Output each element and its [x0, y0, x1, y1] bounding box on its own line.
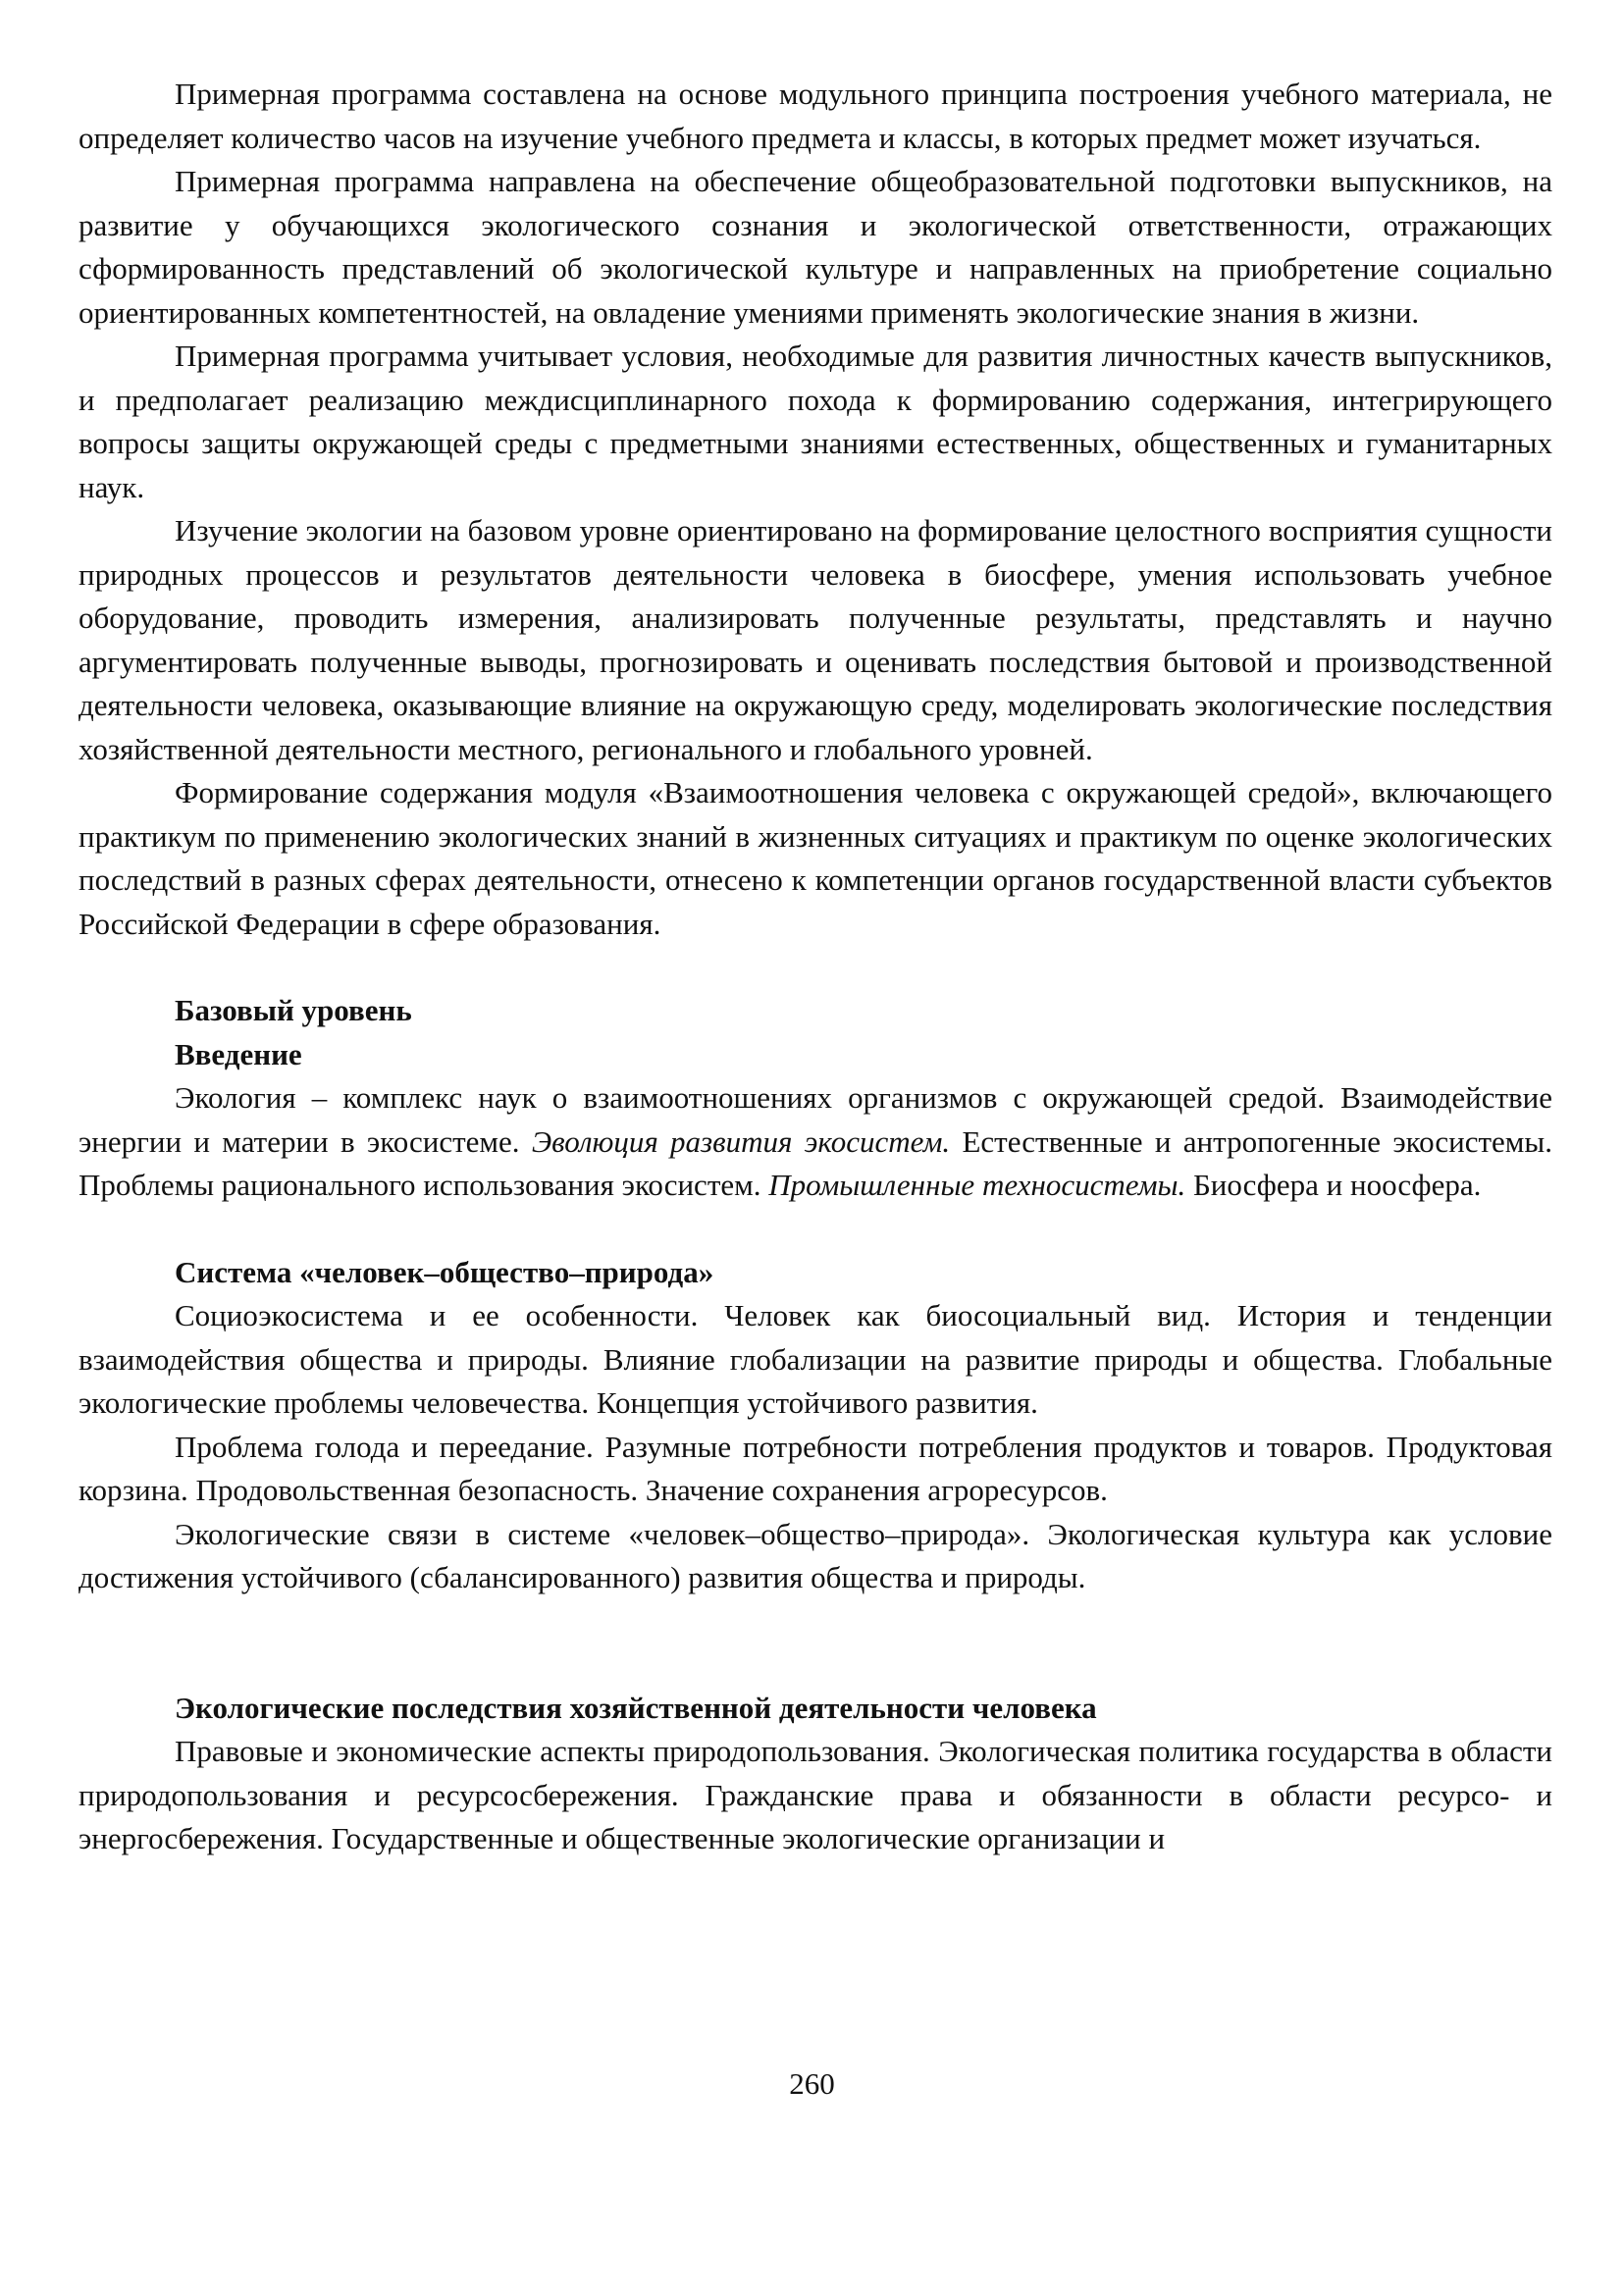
- spacer: [79, 1600, 1552, 1687]
- system-section-heading: Система «человек–общество–природа»: [175, 1254, 714, 1289]
- system-paragraph-1: Социоэкосистема и ее особенности. Человек как биосоциальный вид. История и тенденции взаимодействия общества и природы. Влияние глобализации на развитие природы и общества. Глобальные экологические проблемы человечества. Концепция устойчивого развития.: [79, 1298, 1552, 1420]
- introduction-italic-1: Эволюция развития экосистем.: [531, 1123, 951, 1159]
- page-number: 260: [789, 2066, 835, 2101]
- document-body: [79, 73, 1552, 1861]
- intro-paragraph-5: Формирование содержания модуля «Взаимоотношения человека с окружающей средой», включающего практикум по применению экологических знаний в жизненных ситуациях и практикум по оценке экологических последствий в разных сферах деятельности, отнесено к компетенции органов государственной власти субъектов Российской Федерации в сфере образования.: [79, 775, 1552, 941]
- system-paragraph-3: Экологические связи в системе «человек–общество–природа». Экологическая культура как условие достижения устойчивого (сбалансированного) развития общества и природы.: [79, 1516, 1552, 1594]
- introduction-italic-2: Промышленные техносистемы.: [768, 1168, 1186, 1202]
- introduction-paragraph: [79, 1076, 1552, 1208]
- basic-level-heading: Базовый уровень: [175, 993, 412, 1027]
- spacer: [79, 1208, 1552, 1251]
- introduction-heading: Введение: [175, 1036, 302, 1071]
- introduction-text-1: Экология – комплекс наук о взаимоотношениях организмов с окружающей средой. Взаимодействие энергии и материи в экосистеме.: [79, 1080, 1552, 1159]
- intro-paragraph-1: Примерная программа составлена на основе модульного принципа построения учебного материала, не определяет количество часов на изучение учебного предмета и классы, в которых предмет может изучаться.: [79, 77, 1552, 155]
- intro-paragraph-2: Примерная программа направлена на обеспечение общеобразовательной подготовки выпускников, на развитие у обучающихся экологического сознания и экологической ответственности, отражающих сформированность представлений об экологической культуре и направленных на приобретение социально ориентированных компетентностей, на овладение умениями применять экологические знания в жизни.: [79, 164, 1552, 330]
- spacer: [79, 946, 1552, 989]
- intro-paragraph-4: Изучение экологии на базовом уровне ориентировано на формирование целостного восприятия сущности природных процессов и результатов деятельности человека в биосфере, умения использовать учебное оборудование, проводить измерения, анализировать полученные результаты, представлять и научно аргументировать полученные выводы, прогнозировать и оценивать последствия бытовой и производственной деятельности человека, оказывающие влияние на окружающую среду, моделировать экологические последствия хозяйственной деятельности местного, регионального и глобального уровней.: [79, 513, 1552, 766]
- consequences-paragraph: Правовые и экономические аспекты природопользования. Экологическая политика государства в области природопользования и ресурсосбережения. Гражданские права и обязанности в области ресурсо- и энергосбережения. Государственные и общественные экологические организации и: [79, 1734, 1552, 1855]
- system-paragraph-2: Проблема голода и переедание. Разумные потребности потребления продуктов и товаров. Продуктовая корзина. Продовольственная безопасность. Значение сохранения агроресурсов.: [79, 1429, 1552, 1507]
- intro-paragraph-3: Примерная программа учитывает условия, необходимые для развития личностных качеств выпускников, и предполагает реализацию междисциплинарного похода к формированию содержания, интегрирующего вопросы защиты окружающей среды с предметными знаниями естественных, общественных и гуманитарных наук.: [79, 339, 1552, 504]
- introduction-text-3: Биосфера и ноосфера.: [1185, 1168, 1482, 1202]
- introduction-text-2: Естественные и антропогенные экосистемы. Проблемы рационального использования экосистем.: [79, 1123, 1552, 1202]
- consequences-section-heading: Экологические последствия хозяйственной деятельности человека: [175, 1690, 1097, 1725]
